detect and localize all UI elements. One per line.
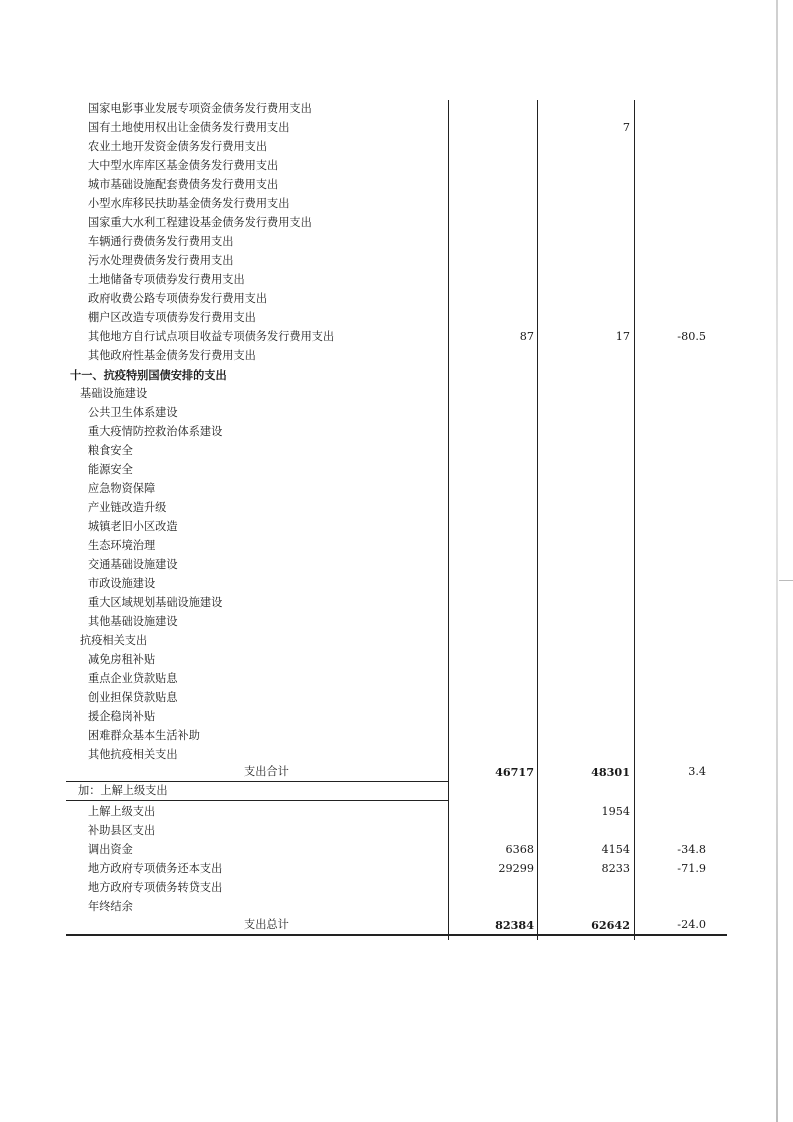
table-row <box>66 556 727 574</box>
table-row <box>66 138 727 156</box>
row-label: 重大区域规划基础设施建设 <box>88 596 223 609</box>
grand-total-label: 支出总计 <box>244 918 289 931</box>
row-label: 国有土地使用权出让金债务发行费用支出 <box>88 121 290 134</box>
row-label: 国家重大水利工程建设基金债务发行费用支出 <box>88 216 312 229</box>
row-label: 市政设施建设 <box>88 577 156 590</box>
row-label: 公共卫生体系建设 <box>88 406 178 419</box>
value-col1: 29299 <box>498 862 534 875</box>
value-col2: 48301 <box>591 765 630 779</box>
value-col2: 4154 <box>601 843 630 856</box>
table-row <box>66 176 727 194</box>
table-row <box>66 309 727 327</box>
row-label: 其他基础设施建设 <box>88 615 178 628</box>
table-row <box>66 252 727 270</box>
row-label: 上解上级支出 <box>88 805 156 818</box>
row-label: 国家电影事业发展专项资金债务发行费用支出 <box>88 102 312 115</box>
table-row <box>66 499 727 517</box>
row-label: 应急物资保障 <box>88 482 156 495</box>
value-col3: -71.9 <box>677 862 706 875</box>
table-row <box>66 461 727 479</box>
value-col2: 17 <box>615 330 630 343</box>
row-label: 补助县区支出 <box>88 824 156 837</box>
row-label: 其他抗疫相关支出 <box>88 748 178 761</box>
row-label: 棚户区改造专项债券发行费用支出 <box>88 311 256 324</box>
table-row <box>66 670 727 688</box>
section-heading: 十一、抗疫特别国债安排的支出 <box>70 368 227 382</box>
scan-edge-line <box>776 0 778 1122</box>
row-label: 重点企业贷款贴息 <box>88 672 178 685</box>
row-label: 土地储备专项债券发行费用支出 <box>88 273 245 286</box>
table-row <box>66 651 727 669</box>
value-col2: 7 <box>622 121 630 134</box>
table-row <box>66 233 727 251</box>
row-label: 其他政府性基金债务发行费用支出 <box>88 349 256 362</box>
table-row <box>66 290 727 308</box>
table-row <box>66 879 727 897</box>
value-col1: 6368 <box>505 843 534 856</box>
table-row <box>66 328 727 346</box>
subtotal-label: 支出合计 <box>244 765 289 778</box>
value-col2: 8233 <box>601 862 630 875</box>
row-label: 加：上解上级支出 <box>78 784 168 797</box>
row-label: 年终结余 <box>88 900 133 913</box>
table-row <box>66 347 727 365</box>
row-label: 援企稳岗补贴 <box>88 710 156 723</box>
table-row <box>66 689 727 707</box>
row-label: 其他地方自行试点项目收益专项债务发行费用支出 <box>88 330 335 343</box>
table-row <box>66 480 727 498</box>
table-row <box>66 782 727 800</box>
value-col3: -24.0 <box>677 918 706 931</box>
table-row <box>66 822 727 840</box>
row-label: 能源安全 <box>88 463 133 476</box>
table-row <box>66 214 727 232</box>
row-label: 粮食安全 <box>88 444 133 457</box>
row-label: 调出资金 <box>88 843 133 856</box>
row-label: 减免房租补贴 <box>88 653 156 666</box>
table-row <box>66 385 727 403</box>
row-label: 车辆通行费债务发行费用支出 <box>88 235 234 248</box>
row-label: 政府收费公路专项债券发行费用支出 <box>88 292 268 305</box>
row-label: 交通基础设施建设 <box>88 558 178 571</box>
table-row <box>66 613 727 631</box>
row-label: 生态环境治理 <box>88 539 156 552</box>
table-row <box>66 157 727 175</box>
value-col3: 3.4 <box>688 765 706 778</box>
value-col2: 62642 <box>591 918 630 932</box>
table-row <box>66 727 727 745</box>
table-row <box>66 100 727 118</box>
value-col1: 46717 <box>495 765 534 779</box>
row-label: 抗疫相关支出 <box>80 634 148 647</box>
expenditure-table <box>66 100 727 940</box>
table-row <box>66 442 727 460</box>
section-heading-row <box>66 366 727 384</box>
table-row <box>66 119 727 137</box>
row-label: 产业链改造升级 <box>88 501 167 514</box>
table-row <box>66 860 727 878</box>
value-col3: -80.5 <box>677 330 706 343</box>
table-row <box>66 746 727 764</box>
table-row <box>66 195 727 213</box>
subtotal-row <box>66 763 727 781</box>
table-row <box>66 423 727 441</box>
row-label: 困难群众基本生活补助 <box>88 729 200 742</box>
value-col1: 82384 <box>495 918 534 932</box>
grand-total-row <box>66 916 727 934</box>
table-row <box>66 404 727 422</box>
row-label: 城镇老旧小区改造 <box>88 520 178 533</box>
row-label: 基础设施建设 <box>80 387 148 400</box>
row-label: 创业担保贷款贴息 <box>88 691 178 704</box>
row-label: 城市基础设施配套费债务发行费用支出 <box>88 178 279 191</box>
table-row <box>66 898 727 916</box>
value-col2: 1954 <box>601 805 630 818</box>
value-col1: 87 <box>519 330 534 343</box>
row-label: 小型水库移民扶助基金债务发行费用支出 <box>88 197 290 210</box>
table-row <box>66 841 727 859</box>
table-row <box>66 594 727 612</box>
row-label: 地方政府专项债务转贷支出 <box>88 881 223 894</box>
table-row <box>66 708 727 726</box>
table-row <box>66 575 727 593</box>
scan-edge-mark <box>779 580 793 581</box>
table-row <box>66 537 727 555</box>
table-row <box>66 518 727 536</box>
table-row <box>66 803 727 821</box>
value-col3: -34.8 <box>677 843 706 856</box>
table-row <box>66 632 727 650</box>
row-label: 地方政府专项债务还本支出 <box>88 862 223 875</box>
subtotal-rule-bottom <box>66 800 448 801</box>
row-label: 污水处理费债务发行费用支出 <box>88 254 234 267</box>
row-label: 大中型水库库区基金债务发行费用支出 <box>88 159 279 172</box>
table-bottom-rule <box>66 934 727 936</box>
table-row <box>66 271 727 289</box>
row-label: 农业土地开发资金债务发行费用支出 <box>88 140 268 153</box>
row-label: 重大疫情防控救治体系建设 <box>88 425 223 438</box>
